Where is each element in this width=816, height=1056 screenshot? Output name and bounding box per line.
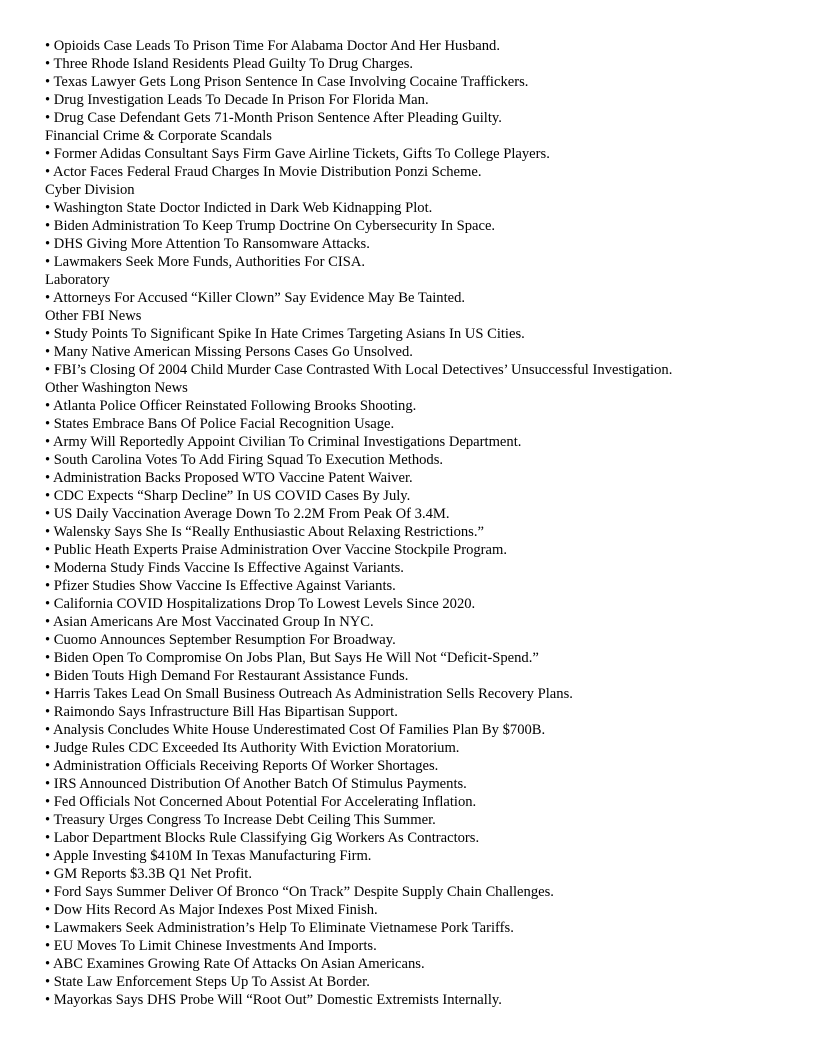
news-item: • IRS Announced Distribution Of Another Batch Of Stimulus Payments. (45, 776, 467, 792)
news-item: • Asian Americans Are Most Vaccinated Group In NYC. (45, 614, 374, 630)
news-item: • GM Reports $3.3B Q1 Net Profit. (45, 866, 252, 882)
news-item: • Ford Says Summer Deliver Of Bronco “On Track” Despite Supply Chain Challenges. (45, 884, 554, 900)
news-item: • DHS Giving More Attention To Ransomware Attacks. (45, 236, 370, 252)
news-item: • Actor Faces Federal Fraud Charges In Movie Distribution Ponzi Scheme. (45, 164, 482, 180)
news-item: • Fed Officials Not Concerned About Potential For Accelerating Inflation. (45, 794, 477, 810)
section-heading: Financial Crime & Corporate Scandals (45, 128, 272, 144)
news-item: • Raimondo Says Infrastructure Bill Has Bipartisan Support. (45, 704, 398, 720)
news-item: • Texas Lawyer Gets Long Prison Sentence In Case Involving Cocaine Traffickers. (45, 74, 529, 90)
news-item: • Attorneys For Accused “Killer Clown” Say Evidence May Be Tainted. (45, 290, 466, 306)
news-item: • Pfizer Studies Show Vaccine Is Effective Against Variants. (45, 578, 396, 594)
section-heading: Laboratory (45, 272, 110, 288)
news-item: • State Law Enforcement Steps Up To Assist At Border. (45, 974, 370, 990)
news-item: • Study Points To Significant Spike In Hate Crimes Targeting Asians In US Cities. (45, 326, 525, 342)
news-item: • Opioids Case Leads To Prison Time For Alabama Doctor And Her Husband. (45, 38, 500, 54)
news-item: • Lawmakers Seek More Funds, Authorities For CISA. (45, 254, 366, 270)
section-heading: Other Washington News (45, 380, 188, 396)
news-item: • Dow Hits Record As Major Indexes Post Mixed Finish. (45, 902, 378, 918)
news-item: • Drug Case Defendant Gets 71-Month Prison Sentence After Pleading Guilty. (45, 110, 502, 126)
news-item: • Walensky Says She Is “Really Enthusiastic About Relaxing Restrictions.” (45, 524, 484, 540)
news-item: • Biden Open To Compromise On Jobs Plan, But Says He Will Not “Deficit-Spend.” (45, 650, 539, 666)
news-item: • EU Moves To Limit Chinese Investments And Imports. (45, 938, 377, 954)
news-item: • Moderna Study Finds Vaccine Is Effective Against Variants. (45, 560, 404, 576)
section-heading: Other FBI News (45, 308, 142, 324)
news-item: • Judge Rules CDC Exceeded Its Authority With Eviction Moratorium. (45, 740, 460, 756)
news-item: • ABC Examines Growing Rate Of Attacks On Asian Americans. (45, 956, 425, 972)
news-item: • Treasury Urges Congress To Increase Debt Ceiling This Summer. (45, 812, 436, 828)
news-item: • Administration Backs Proposed WTO Vaccine Patent Waiver. (45, 470, 413, 486)
news-item: • States Embrace Bans Of Police Facial Recognition Usage. (45, 416, 395, 432)
section-heading: Cyber Division (45, 182, 135, 198)
news-item: • Biden Administration To Keep Trump Doctrine On Cybersecurity In Space. (45, 218, 496, 234)
news-item: • Administration Officials Receiving Reports Of Worker Shortages. (45, 758, 439, 774)
news-item: • Labor Department Blocks Rule Classifying Gig Workers As Contractors. (45, 830, 480, 846)
news-item: • Atlanta Police Officer Reinstated Following Brooks Shooting. (45, 398, 417, 414)
news-item: • California COVID Hospitalizations Drop To Lowest Levels Since 2020. (45, 596, 476, 612)
news-item: • Three Rhode Island Residents Plead Guilty To Drug Charges. (45, 56, 414, 72)
news-item: • Washington State Doctor Indicted in Dark Web Kidnapping Plot. (45, 200, 433, 216)
news-item: • Analysis Concludes White House Underestimated Cost Of Families Plan By $700B. (45, 722, 546, 738)
news-item: • Apple Investing $410M In Texas Manufacturing Firm. (45, 848, 372, 864)
news-item: • Harris Takes Lead On Small Business Outreach As Administration Sells Recovery Plans. (45, 686, 573, 702)
news-digest-list (45, 37, 805, 1009)
news-item: • Former Adidas Consultant Says Firm Gave Airline Tickets, Gifts To College Players. (45, 146, 550, 162)
news-item: • FBI’s Closing Of 2004 Child Murder Case Contrasted With Local Detectives’ Unsuccessful Investigation. (45, 362, 673, 378)
news-item: • Mayorkas Says DHS Probe Will “Root Out” Domestic Extremists Internally. (45, 992, 502, 1008)
news-item: • Lawmakers Seek Administration’s Help To Eliminate Vietnamese Pork Tariffs. (45, 920, 514, 936)
news-item: • Many Native American Missing Persons Cases Go Unsolved. (45, 344, 413, 360)
news-item: • South Carolina Votes To Add Firing Squad To Execution Methods. (45, 452, 444, 468)
news-item: • Biden Touts High Demand For Restaurant Assistance Funds. (45, 668, 409, 684)
news-item: • US Daily Vaccination Average Down To 2.2M From Peak Of 3.4M. (45, 506, 450, 522)
news-item: • Army Will Reportedly Appoint Civilian To Criminal Investigations Department. (45, 434, 522, 450)
news-item: • Public Heath Experts Praise Administration Over Vaccine Stockpile Program. (45, 542, 508, 558)
news-item: • Cuomo Announces September Resumption For Broadway. (45, 632, 396, 648)
news-item: • CDC Expects “Sharp Decline” In US COVID Cases By July. (45, 488, 411, 504)
news-item: • Drug Investigation Leads To Decade In Prison For Florida Man. (45, 92, 429, 108)
